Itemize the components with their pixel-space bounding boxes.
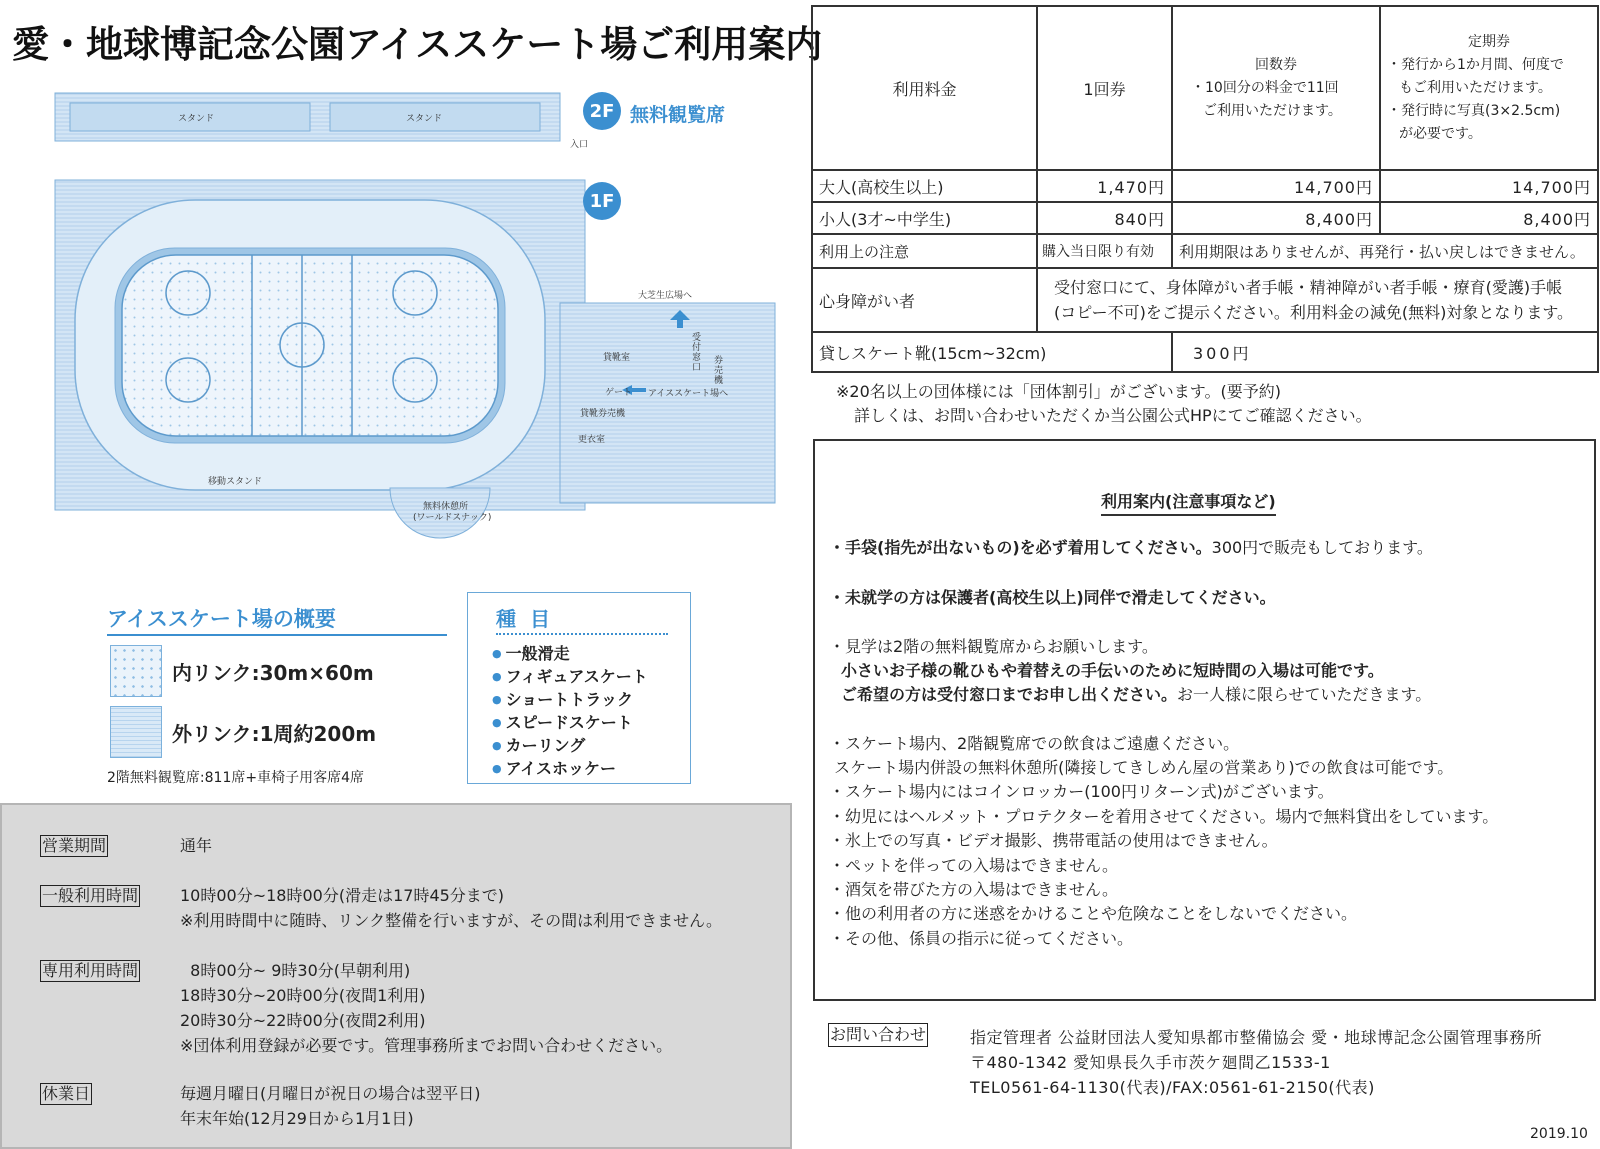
guidance-observe: ・見学は2階の無料観覧席からお願いします。 [829, 637, 1158, 656]
floor-1f-badge: 1F [583, 182, 621, 220]
fee-single: 840円 [1037, 202, 1172, 234]
map-label-to-lawn: 大芝生広場へ [638, 291, 693, 301]
guidance-observe-request [841, 683, 1431, 707]
event-item: ● 一般滑走 [492, 643, 648, 666]
guidance-gloves [829, 536, 1433, 560]
guidance-item: ・酒気を帯びた方の入場はできません。 [829, 880, 1118, 899]
fee-header-row [812, 6, 1598, 170]
guidance-item: ・スケート場内にはコインロッカー(100円リターン式)がございます。 [829, 782, 1334, 801]
inner-rink-size: 内リンク:30m×60m [172, 661, 374, 685]
fee-header-pass [1380, 6, 1598, 170]
outer-rink-size: 外リンク:1周約200m [172, 722, 377, 746]
fee-coupon: 14,700円 [1172, 170, 1380, 202]
contact-phone-fax: TEL0561-64-1130(代表)/FAX:0561-61-2150(代表) [970, 1078, 1375, 1097]
events-list [492, 643, 648, 781]
event-item: ● カーリング [492, 735, 648, 758]
disabled-line: (コピー不可)をご提示ください。利用料金の減免(無料)対象となります。 [1054, 303, 1574, 322]
seats-note: 2階無料観覧席:811席+車椅子用客席4席 [107, 770, 364, 786]
fee-single: 1,470円 [1037, 170, 1172, 202]
map-label-reception: 受付窓口 [692, 333, 702, 373]
floor-map [40, 88, 780, 558]
exclusive-hours-line: 18時30分~20時00分(夜間1利用) [180, 986, 426, 1005]
map-label-rental-ticket: 貸靴券売機 [580, 409, 626, 419]
exclusive-hours-line: 20時30分~22時00分(夜間2利用) [180, 1011, 426, 1030]
fee-row-label: 心身障がい者 [812, 268, 1037, 332]
guidance-item: スケート場内併設の無料休憩所(隣接してきしめん屋の営業あり)での飲食は可能です。 [829, 758, 1454, 777]
fee-row-notes [812, 234, 1598, 268]
guidance-title: 利用案内(注意事項など) [1101, 489, 1276, 516]
map-label-stand-right: スタンド [406, 114, 443, 124]
fee-row-label: 小人(3才~中学生) [812, 202, 1037, 234]
rental-label: 貸しスケート靴(15cm~32cm) [812, 332, 1172, 372]
contact-label: お問い合わせ [828, 1023, 928, 1047]
floor-2f-label: 無料観覧席 [630, 104, 726, 126]
disabled-detail [1037, 268, 1598, 332]
exclusive-hours-line: ※団体利用登録が必要です。管理事務所までお問い合わせください。 [180, 1036, 673, 1055]
guidance-item: ・その他、係員の指示に従ってください。 [829, 929, 1134, 948]
fee-row-label: 大人(高校生以上) [812, 170, 1037, 202]
coupon-note: ・10回分の料金で11回 [1191, 79, 1339, 96]
fee-row-disabled [812, 268, 1598, 332]
floor-map-drawing [40, 88, 780, 558]
outer-rink-swatch [110, 706, 162, 758]
map-label-rest-area: 無料休憩所 [423, 502, 469, 512]
map-label-ticket-machine: 券売機 [714, 356, 724, 386]
exclusive-hours-label: 専用利用時間 [42, 961, 139, 980]
exclusive-hours-line: 8時00分~ 9時30分(早朝利用) [180, 961, 411, 980]
floor-2f-badge: 2F [583, 92, 621, 130]
guidance-preschool: ・未就学の方は保護者(高校生以上)同伴で滑走してください。 [829, 588, 1276, 607]
event-item: ● ショートトラック [492, 689, 648, 712]
general-hours-line: ※利用時間中に随時、リンク整備を行いますが、その間は利用できません。 [180, 911, 723, 930]
season-label: 営業期間 [42, 836, 107, 855]
events-divider [496, 633, 668, 635]
fee-table [811, 5, 1599, 373]
guidance-item: ・ペットを伴っての入場はできません。 [829, 856, 1118, 875]
gloves-bold: ・手袋(指先が出ないもの)を必ず着用してください。 [829, 538, 1212, 557]
event-item: ● アイスホッケー [492, 758, 648, 781]
event-item: ● フィギュアスケート [492, 666, 648, 689]
fee-header-cell: 1回券 [1037, 6, 1172, 170]
map-label-rest-area-sub: (ワールドスナック) [413, 513, 492, 523]
event-item: ● スピードスケート [492, 712, 648, 735]
map-label-to-rink: アイススケート場へ [648, 389, 729, 399]
overview-title: アイススケート場の概要 [107, 607, 336, 631]
hours-box [0, 803, 792, 1149]
inner-rink-swatch [110, 645, 162, 697]
fee-header-cell: 利用料金 [812, 6, 1037, 170]
group-note-line: ※20名以上の団体様には「団体割引」がございます。(要予約) [836, 382, 1281, 401]
observe-rest: お一人様に限らせていただきます。 [1177, 685, 1432, 704]
map-label-locker-room: 更衣室 [578, 435, 606, 445]
events-title: 種目 [496, 607, 564, 631]
fee-row-label: 利用上の注意 [812, 234, 1037, 268]
map-label-mobile-stand: 移動スタンド [208, 477, 263, 487]
group-discount-note [836, 380, 1372, 428]
closed-days-line: 年末年始(12月29日から1月1日) [180, 1109, 414, 1128]
map-label-gate: ゲート [605, 388, 633, 398]
general-hours-line: 10時00分~18時00分(滑走は17時45分まで) [180, 886, 505, 905]
general-hours-label: 一般利用時間 [42, 886, 139, 905]
guidance-item: ・幼児にはヘルメット・プロテクターを着用させてください。場内で無料貸出をしています。 [829, 807, 1499, 826]
fee-pass: 8,400円 [1380, 202, 1598, 234]
pass-note: ・発行から1か月間、何度で [1387, 56, 1564, 73]
guidance-item: ・他の利用者の方に迷惑をかけることや危険なことをしないでください。 [829, 904, 1358, 923]
rental-value: 300円 [1172, 332, 1598, 372]
observe-bold2: ご希望の方は受付窓口までお申し出ください。 [841, 685, 1178, 704]
events-box [467, 592, 691, 784]
guidance-box [813, 439, 1596, 1001]
contact-manager: 指定管理者 公益財団法人愛知県都市整備協会 愛・地球博記念公園管理事務所 [970, 1028, 1543, 1047]
notes-single: 購入当日限り有効 [1037, 234, 1172, 268]
pass-title: 定期券 [1468, 33, 1510, 50]
season-value: 通年 [180, 836, 213, 855]
group-note-line: 詳しくは、お問い合わせいただくか当公園公式HPにてご確認ください。 [854, 406, 1372, 425]
overview-divider [107, 634, 447, 636]
coupon-note: ご利用いただけます。 [1203, 102, 1342, 119]
contact-address: 〒480-1342 愛知県長久手市茨ケ廻間乙1533-1 [970, 1053, 1331, 1072]
fee-row-child [812, 202, 1598, 234]
map-label-rental-room: 貸靴室 [603, 353, 631, 363]
closed-days-line: 毎週月曜日(月曜日が祝日の場合は翌平日) [180, 1084, 481, 1103]
closed-days-label: 休業日 [42, 1084, 91, 1103]
gloves-rest: 300円で販売もしております。 [1211, 538, 1433, 557]
fee-coupon: 8,400円 [1172, 202, 1380, 234]
fee-row-rental [812, 332, 1598, 372]
page-title: 愛・地球博記念公園アイススケート場ご利用案内 [12, 23, 823, 66]
pass-note: ・発行時に写真(3×2.5cm) [1387, 102, 1561, 119]
map-label-entrance: 入口 [570, 140, 589, 150]
guidance-item: ・氷上での写真・ビデオ撮影、携帯電話の使用はできません。 [829, 831, 1278, 850]
coupon-title: 回数券 [1255, 56, 1297, 73]
fee-row-adult [812, 170, 1598, 202]
map-label-stand-left: スタンド [178, 114, 215, 124]
disabled-line: 受付窓口にて、身体障がい者手帳・精神障がい者手帳・療育(愛護)手帳 [1054, 278, 1563, 297]
guidance-item: ・スケート場内、2階観覧席での飲食はご遠慮ください。 [829, 734, 1240, 753]
pass-note: もご利用いただけます。 [1399, 79, 1552, 96]
notes-other: 利用期限はありませんが、再発行・払い戻しはできません。 [1172, 234, 1598, 268]
fee-header-coupon [1172, 6, 1380, 170]
date-code: 2019.10 [1530, 1126, 1588, 1142]
pass-note: が必要です。 [1399, 125, 1482, 142]
fee-pass: 14,700円 [1380, 170, 1598, 202]
guidance-observe-bold: 小さいお子様の靴ひもや着替えの手伝いのために短時間の入場は可能です。 [841, 661, 1384, 680]
